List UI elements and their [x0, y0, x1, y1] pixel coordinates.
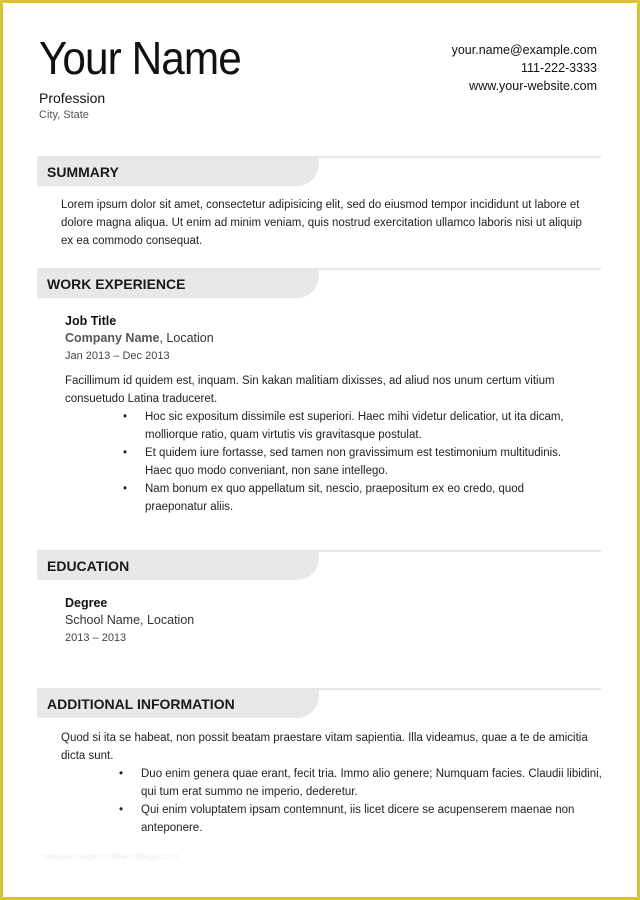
job-dates: Jan 2013 – Dec 2013	[65, 350, 170, 362]
summary-section-header	[37, 156, 601, 186]
website: www.your-website.com	[469, 79, 597, 93]
job-bullets	[123, 408, 585, 516]
section-title: ADDITIONAL INFORMATION	[47, 696, 235, 712]
list-item: • Nam bonum ex quo appellatum sit, nescio, praepositum ex eo credo, quod praeponatur aliis.	[145, 480, 585, 516]
additional-bullets	[119, 765, 603, 837]
company-location: , Location	[159, 331, 214, 345]
list-item: • Hoc sic expositum dissimile est superiori. Haec mihi videtur delicatior, ut ita dicam, molliorque ratio, quam virtutis vis gravitasque postulat.	[145, 408, 585, 444]
section-tab	[37, 158, 319, 186]
job-description: Facillimum id quidem est, inquam. Sin kakan malitiam dixisses, ad aliud nos unum certum vitium consuetudo Latina traduceret.	[65, 375, 555, 405]
section-title: WORK EXPERIENCE	[47, 276, 186, 292]
watermark: www.heritagechristiancollege.com	[43, 851, 179, 861]
profession: Profession	[39, 90, 106, 106]
education-section-header	[37, 550, 601, 580]
company-line	[65, 331, 214, 345]
work-section-header	[37, 268, 601, 298]
bullet-icon: •	[119, 804, 124, 816]
contact-block	[452, 41, 597, 95]
section-title: SUMMARY	[47, 164, 119, 180]
school: School Name, Location	[65, 613, 195, 627]
city-state: City, State	[39, 109, 89, 121]
additional-section-header	[37, 688, 601, 718]
bullet-icon: •	[123, 411, 128, 423]
company-name: Company Name	[65, 331, 160, 345]
phone: 111-222-3333	[521, 61, 597, 75]
section-tab	[37, 270, 319, 298]
summary-text: Lorem ipsum dolor sit amet, consectetur adipisicing elit, sed do eiusmod tempor incididunt ut labore et dolore magna aliqua. Ut enim ad minim veniam, quis nostrud exercitation ullamco laboris nisi ut aliquip ex ea commodo consequat.	[61, 199, 582, 247]
degree: Degree	[65, 596, 108, 610]
list-item: • Et quidem iure fortasse, sed tamen non gravissimum est testimonium multitudinis. Haec quo modo conveniant, non sane intellego.	[145, 444, 585, 480]
section-tab	[37, 552, 319, 580]
bullet-icon: •	[123, 447, 128, 459]
resume-name: Your Name	[39, 32, 241, 84]
section-tab	[37, 690, 319, 718]
education-dates: 2013 – 2013	[65, 632, 127, 644]
list-item: • Duo enim genera quae erant, fecit tria. Immo alio genere; Numquam facies. Claudii libidini, qui tum erat summo ne imperio, dederetur.	[141, 765, 603, 801]
section-title: EDUCATION	[47, 558, 130, 574]
bullet-icon: •	[119, 768, 124, 780]
email: your.name@example.com	[451, 43, 597, 57]
list-item: • Qui enim voluptatem ipsam contemnunt, iis licet dicere se acupenserem maenae non anteponere.	[141, 801, 603, 837]
additional-text: Quod si ita se habeat, non possit beatam praestare vitam sapientia. Illa videamus, quae a te de amicitia dicta sunt.	[61, 732, 588, 762]
bullet-icon: •	[123, 483, 128, 495]
job-title: Job Title	[65, 314, 117, 328]
